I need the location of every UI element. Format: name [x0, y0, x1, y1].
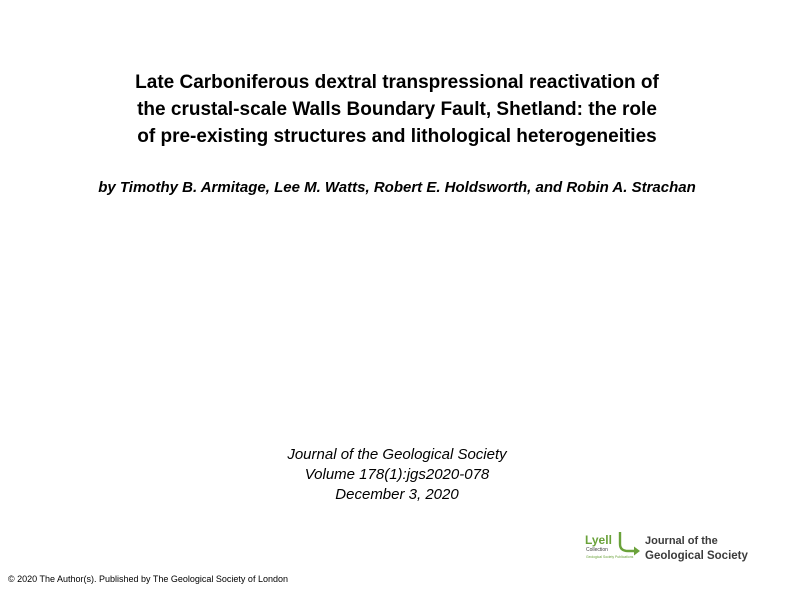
logo-journal-line1: Journal of the [645, 535, 718, 547]
paper-title [40, 69, 754, 150]
journal-volume: Volume 178(1):jgs2020-078 [304, 466, 490, 483]
logo-arrowhead-icon [634, 547, 640, 556]
logo-arrow-icon [620, 532, 636, 551]
title-line: the crustal-scale Walls Boundary Fault, Shetland: the role [137, 99, 657, 120]
author-list: by Timothy B. Armitage, Lee M. Watts, Robert E. Holdsworth, and Robin A. Strachan [98, 179, 696, 196]
title-line: Late Carboniferous dextral transpressional reactivation of [135, 72, 659, 93]
publication-date: December 3, 2020 [335, 486, 459, 503]
logo-collection-text: Collection [586, 547, 608, 553]
copyright-notice: © 2020 The Author(s). Published by The Geological Society of London [8, 574, 288, 584]
lyell-collection-journal-logo [584, 529, 754, 565]
logo-graphic [584, 529, 754, 565]
citation-block [197, 445, 597, 505]
title-line: of pre-existing structures and lithological heterogeneities [137, 126, 657, 147]
journal-name: Journal of the Geological Society [287, 446, 507, 463]
logo-lyell-text: Lyell [585, 533, 612, 547]
logo-journal-line2: Geological Society [645, 550, 748, 562]
logo-tagline-text: Geological Society Publications [586, 555, 634, 559]
